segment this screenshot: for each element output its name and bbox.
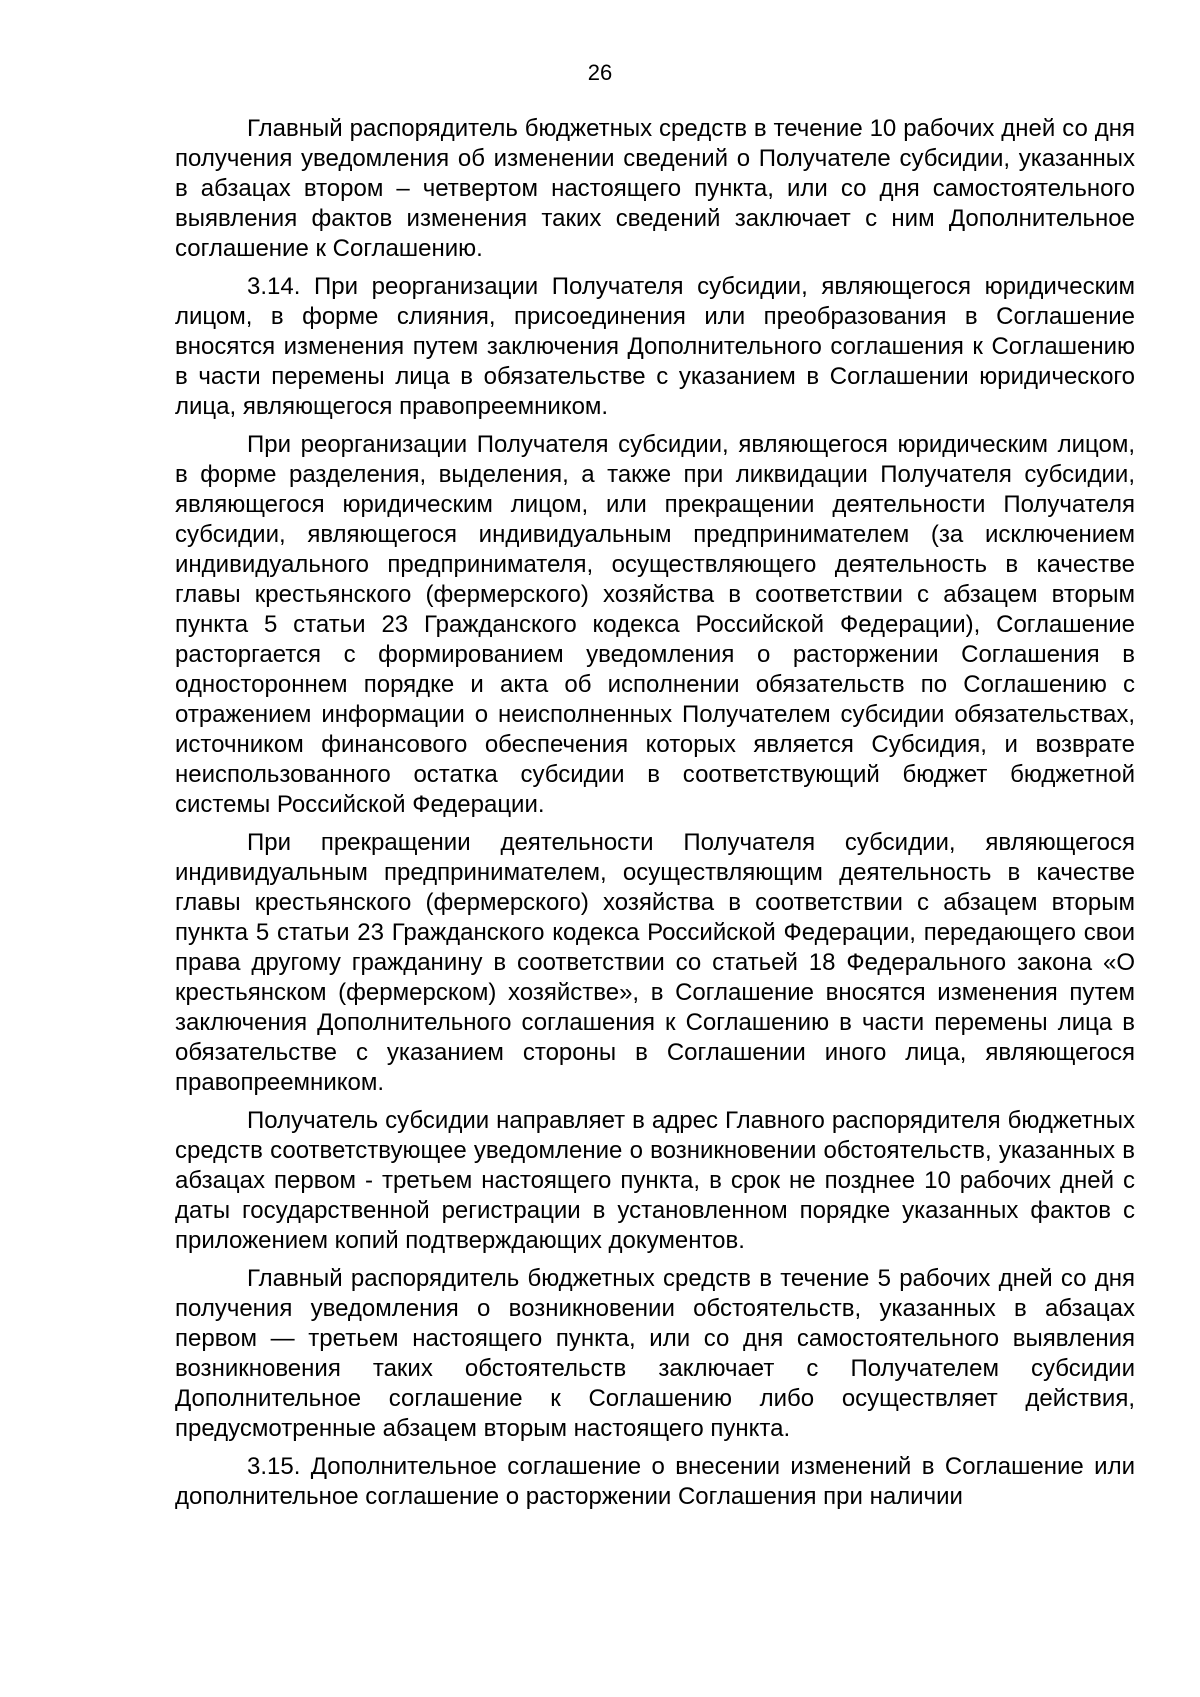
document-body bbox=[175, 114, 1135, 1520]
paragraph-5: Получатель субсидии направляет в адрес Главного распорядителя бюджетных средств соответствующее уведомление о возникновении обстоятельств, указанных в абзацах первом - третьем настоящего пункта, в срок не позднее 10 рабочих дней с даты государственной регистрации в установленном порядке указанных фактов с приложением копий подтверждающих документов. bbox=[175, 1107, 1135, 1254]
paragraph-1: Главный распорядитель бюджетных средств в течение 10 рабочих дней со дня получения уведомления об изменении сведений о Получателе субсидии, указанных в абзацах втором – четвертом настоящего пункта, или со дня самостоятельного выявления фактов изменения таких сведений заключает с ним Дополнительное соглашение к Соглашению. bbox=[175, 115, 1135, 262]
paragraph-7: 3.15. Дополнительное соглашение о внесении изменений в Соглашение или дополнительное соглашение о расторжении Соглашения при наличии bbox=[175, 1453, 1135, 1510]
paragraph-3: При реорганизации Получателя субсидии, являющегося юридическим лицом, в форме разделения, выделения, а также при ликвидации Получателя субсидии, являющегося юридическим лицом, или прекращении деятельности Получателя субсидии, являющегося индивидуальным предпринимателем (за исключением индивидуального предпринимателя, осуществляющего деятельность в качестве главы крестьянского (фермерского) хозяйства в соответствии с абзацем вторым пункта 5 статьи 23 Гражданского кодекса Российской Федерации), Соглашение расторгается с формированием уведомления о расторжении Соглашения в одностороннем порядке и акта об исполнении обязательств по Соглашению с отражением информации о неисполненных Получателем субсидии обязательствах, источником финансового обеспечения которых является Субсидия, и возврате неиспользованного остатка субсидии в соответствующий бюджет бюджетной системы Российской Федерации. bbox=[175, 431, 1135, 818]
page-number: 26 bbox=[587, 60, 613, 85]
paragraph-4: При прекращении деятельности Получателя субсидии, являющегося индивидуальным предпринимателем, осуществляющим деятельность в качестве главы крестьянского (фермерского) хозяйства в соответствии с абзацем вторым пункта 5 статьи 23 Гражданского кодекса Российской Федерации, передающего свои права другому гражданину в соответствии со статьей 18 Федерального закона «О крестьянском (фермерском) хозяйстве», в Соглашение вносятся изменения путем заключения Дополнительного соглашения к Соглашению в части перемены лица в обязательстве с указанием стороны в Соглашении иного лица, являющегося правопреемником. bbox=[175, 829, 1135, 1096]
paragraph-6: Главный распорядитель бюджетных средств в течение 5 рабочих дней со дня получения уведомления о возникновении обстоятельств, указанных в абзацах первом — третьем настоящего пункта, или со дня самостоятельного выявления возникновения таких обстоятельств заключает с Получателем субсидии Дополнительное соглашение к Соглашению либо осуществляет действия, предусмотренные абзацем вторым настоящего пункта. bbox=[175, 1265, 1135, 1442]
paragraph-2: 3.14. При реорганизации Получателя субсидии, являющегося юридическим лицом, в форме слияния, присоединения или преобразования в Соглашение вносятся изменения путем заключения Дополнительного соглашения к Соглашению в части перемены лица в обязательстве с указанием в Соглашении юридического лица, являющегося правопреемником. bbox=[175, 273, 1135, 420]
